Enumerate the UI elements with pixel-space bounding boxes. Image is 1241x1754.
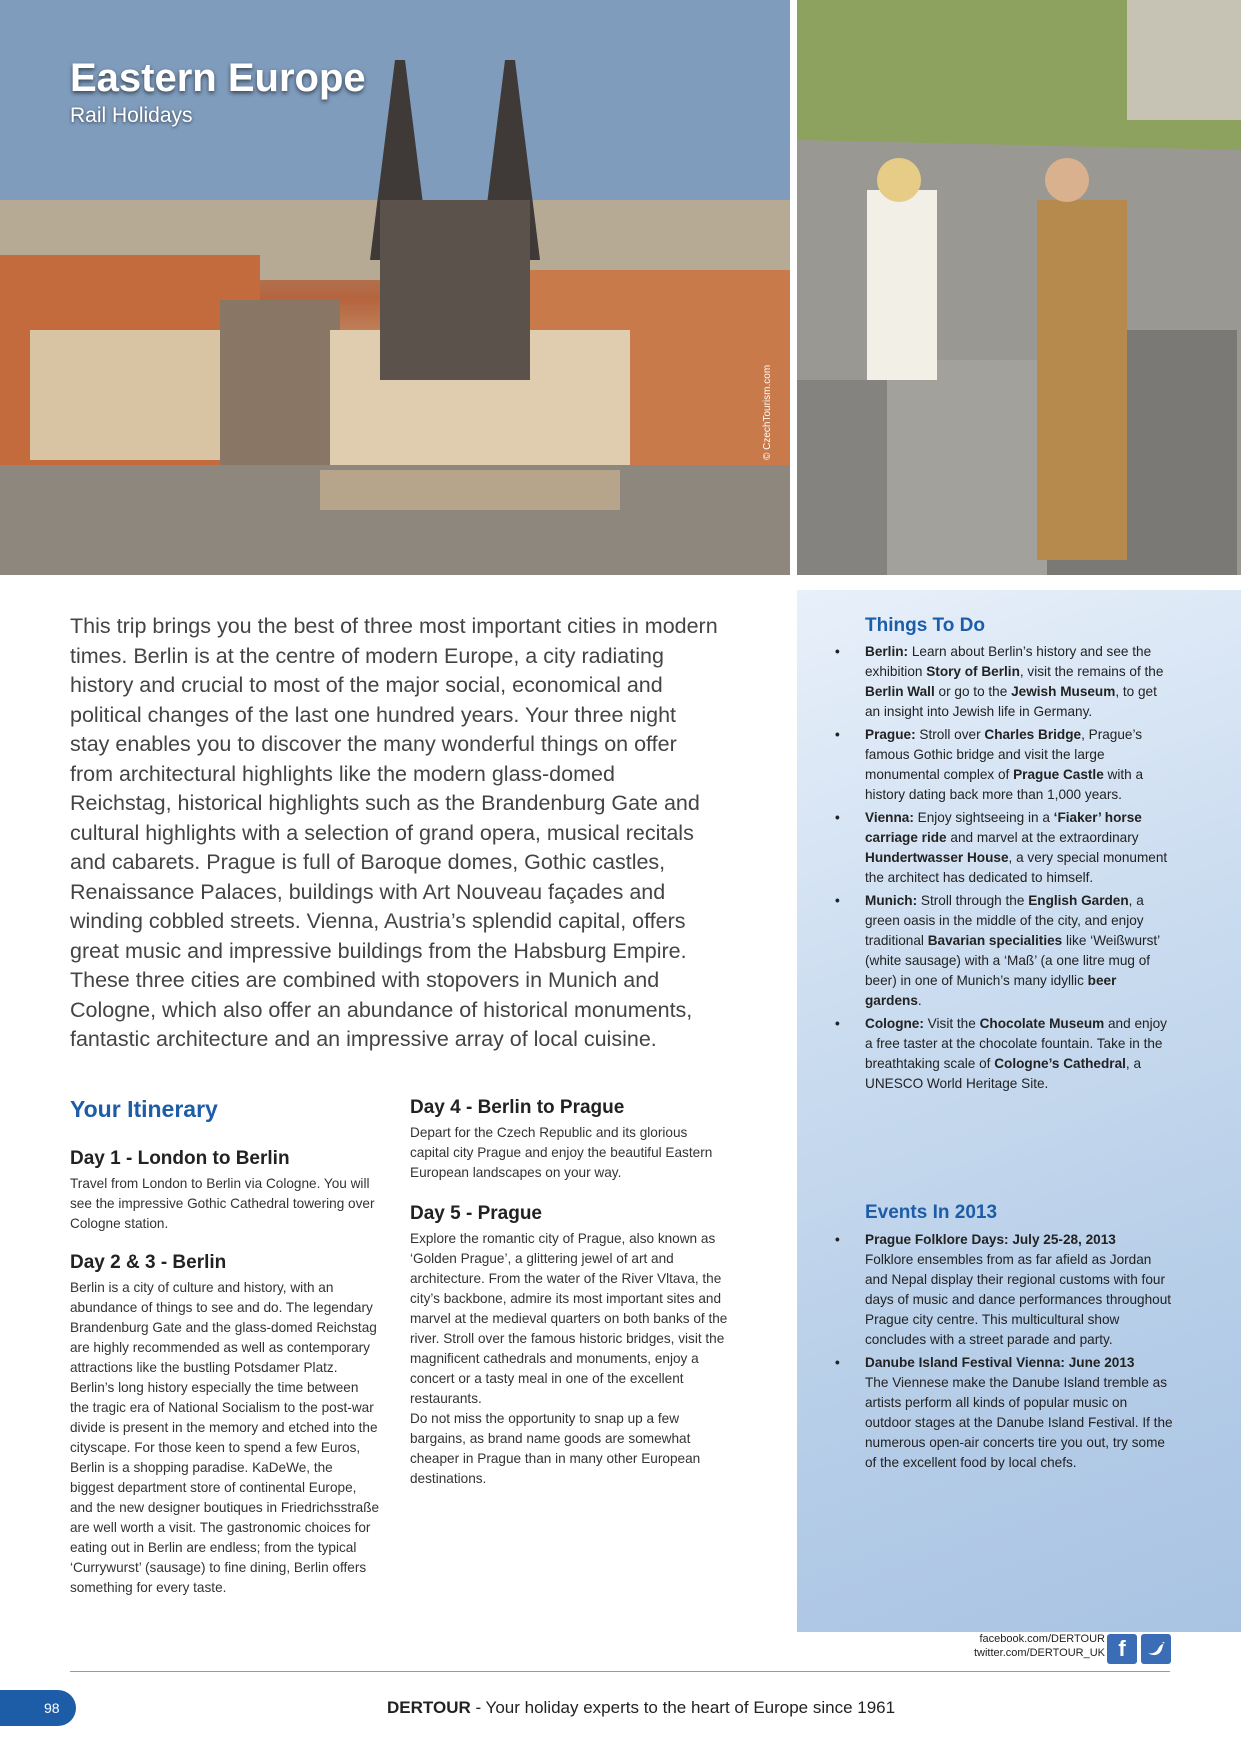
list-item: • Cologne: Visit the Chocolate Museum and enjoy a free taster at the chocolate fountain. Take in the breathtaking scale of Cologne’s Cathedral, a UNESCO World Heritage Site. (835, 1014, 1175, 1094)
footer-divider (70, 1671, 1170, 1672)
facebook-link[interactable]: facebook.com/DERTOUR (979, 1633, 1105, 1645)
brand-name: DERTOUR (387, 1698, 471, 1717)
day-text: Berlin is a city of culture and history, with an abundance of things to see and do. The legendary Brandenburg Gate and the glass-domed Reichstag are highly recommended as well as contemporary attractions like the bustling Potsdamer Platz. Berlin’s long history especially the time between the tragic era of National Socialism to the post-war divide is present in the memory and etched into the cityscape. For those keen to spend a few Euros, Berlin is a shopping paradise. KaDeWe, the biggest department store of continental Europe, and the new designer boutiques in Friedrichsstraße are well worth a visit. The gastronomic choices for eating out in Berlin are endless; from the typical ‘Currywurst’ (sausage) to fine dining, Berlin offers something for every taste. (70, 1280, 380, 1595)
list-item: • Vienna: Enjoy sightseeing in a ‘Fiaker’ horse carriage ride and marvel at the extraordinary Hundertwasser House, a very special monument the architect has dedicated to himself. (835, 808, 1175, 888)
itinerary-col-right (410, 1097, 730, 1489)
day-title: Day 1 - London to Berlin (70, 1148, 290, 1169)
berlin-photo-illustration (797, 0, 1241, 575)
day-title: Day 2 & 3 - Berlin (70, 1252, 227, 1273)
itinerary-day-1 (70, 1148, 380, 1234)
itinerary-heading: Your Itinerary (70, 1096, 218, 1122)
list-item: • Danube Island Festival Vienna: June 2013 The Viennese make the Danube Island tremble as artists perform all kinds of popular music on outdoor stages at the Danube Island Festival. If the numerous open-air concerts tire you out, try some of the excellent food by local chefs. (835, 1353, 1175, 1473)
things-to-do-heading: Things To Do (865, 615, 985, 636)
page-title: Eastern Europe (70, 56, 366, 100)
events-list (835, 1230, 1175, 1476)
tagline-text: - Your holiday experts to the heart of Europe since 1961 (470, 1698, 896, 1717)
day-text: Explore the romantic city of Prague, also known as ‘Golden Prague’, a glittering jewel of art and architecture. From the water of the River Vltava, the city’s backbone, admire its most important sites and marvel at the medieval quarters on both banks of the river. Stroll over the famous historic bridges, visit the magnificent cathedrals and monuments, enjoy a concert or a tasty meal in one of the excellent restaurants. (410, 1231, 728, 1406)
twitter-icon[interactable] (1141, 1634, 1171, 1664)
events-heading: Events In 2013 (865, 1202, 998, 1223)
twitter-bird-icon (1141, 1634, 1171, 1664)
day-title: Day 4 - Berlin to Prague (410, 1097, 625, 1118)
day-title: Day 5 - Prague (410, 1203, 542, 1224)
facebook-icon[interactable]: f (1107, 1634, 1137, 1664)
page-number: 98 (0, 1690, 76, 1726)
social-links (940, 1632, 1105, 1660)
itinerary-day-2-3 (70, 1252, 380, 1598)
itinerary-day-5 (410, 1203, 730, 1489)
list-item: • Prague Folklore Days: July 25-28, 2013 Folklore ensembles from as far afield as Jordan and Nepal display their regional customs with four days of music and dance performances throughout Prague city centre. This multicultural show concludes with a street parade and party. (835, 1230, 1175, 1350)
berlin-memorial-photo (797, 0, 1241, 575)
list-item: • Berlin: Learn about Berlin’s history and see the exhibition Story of Berlin, visit the remains of the Berlin Wall or go to the Jewish Museum, to get an insight into Jewish life in Germany. (835, 642, 1175, 722)
day-text-extra: Do not miss the opportunity to snap up a few bargains, as brand name goods are somewhat cheaper in Prague than in many other European destinations. (410, 1411, 701, 1486)
photo-credit: © CzechTourism.com (762, 364, 773, 460)
list-item: • Munich: Stroll through the English Garden, a green oasis in the middle of the city, and enjoy traditional Bavarian specialities like ‘Weißwurst’ (white sausage) with a ‘Maß’ (a one litre mug of beer) in one of Munich’s many idyllic beer gardens. (835, 891, 1175, 1011)
intro-paragraph: This trip brings you the best of three most important cities in modern times. Berlin is at the centre of modern Europe, a city radiating history and crucial to most of the major social, economical and political changes of the last one hundred years. Your three night stay enables you to discover the many wonderful things on offer from architectural highlights like the modern glass-domed Reichstag, historical highlights such as the Brandenburg Gate and cultural highlights with a selection of grand opera, musical recitals and cabarets. Prague is full of Baroque domes, Gothic castles, Renaissance Palaces, buildings with Art Nouveau façades and winding cobbled streets. Vienna, Austria’s splendid capital, offers great music and impressive buildings from the Habsburg Empire. These three cities are combined with stopovers in Munich and Cologne, which also offer an abundance of historical monuments, fantastic architecture and an impressive array of local cuisine. (70, 614, 718, 1051)
day-text: Travel from London to Berlin via Cologne. You will see the impressive Gothic Cathedral towering over Cologne station. (70, 1176, 375, 1231)
day-text: Depart for the Czech Republic and its glorious capital city Prague and enjoy the beautiful Eastern European landscapes on your way. (410, 1125, 713, 1180)
footer-tagline (387, 1698, 895, 1718)
itinerary-col-left (70, 1148, 380, 1598)
itinerary-day-4 (410, 1097, 730, 1183)
page-subtitle: Rail Holidays (70, 104, 193, 127)
things-to-do-list (835, 642, 1175, 1097)
list-item: • Prague: Stroll over Charles Bridge, Prague’s famous Gothic bridge and visit the large monumental complex of Prague Castle with a history dating back more than 1,000 years. (835, 725, 1175, 805)
twitter-link[interactable]: twitter.com/DERTOUR_UK (973, 1647, 1105, 1659)
